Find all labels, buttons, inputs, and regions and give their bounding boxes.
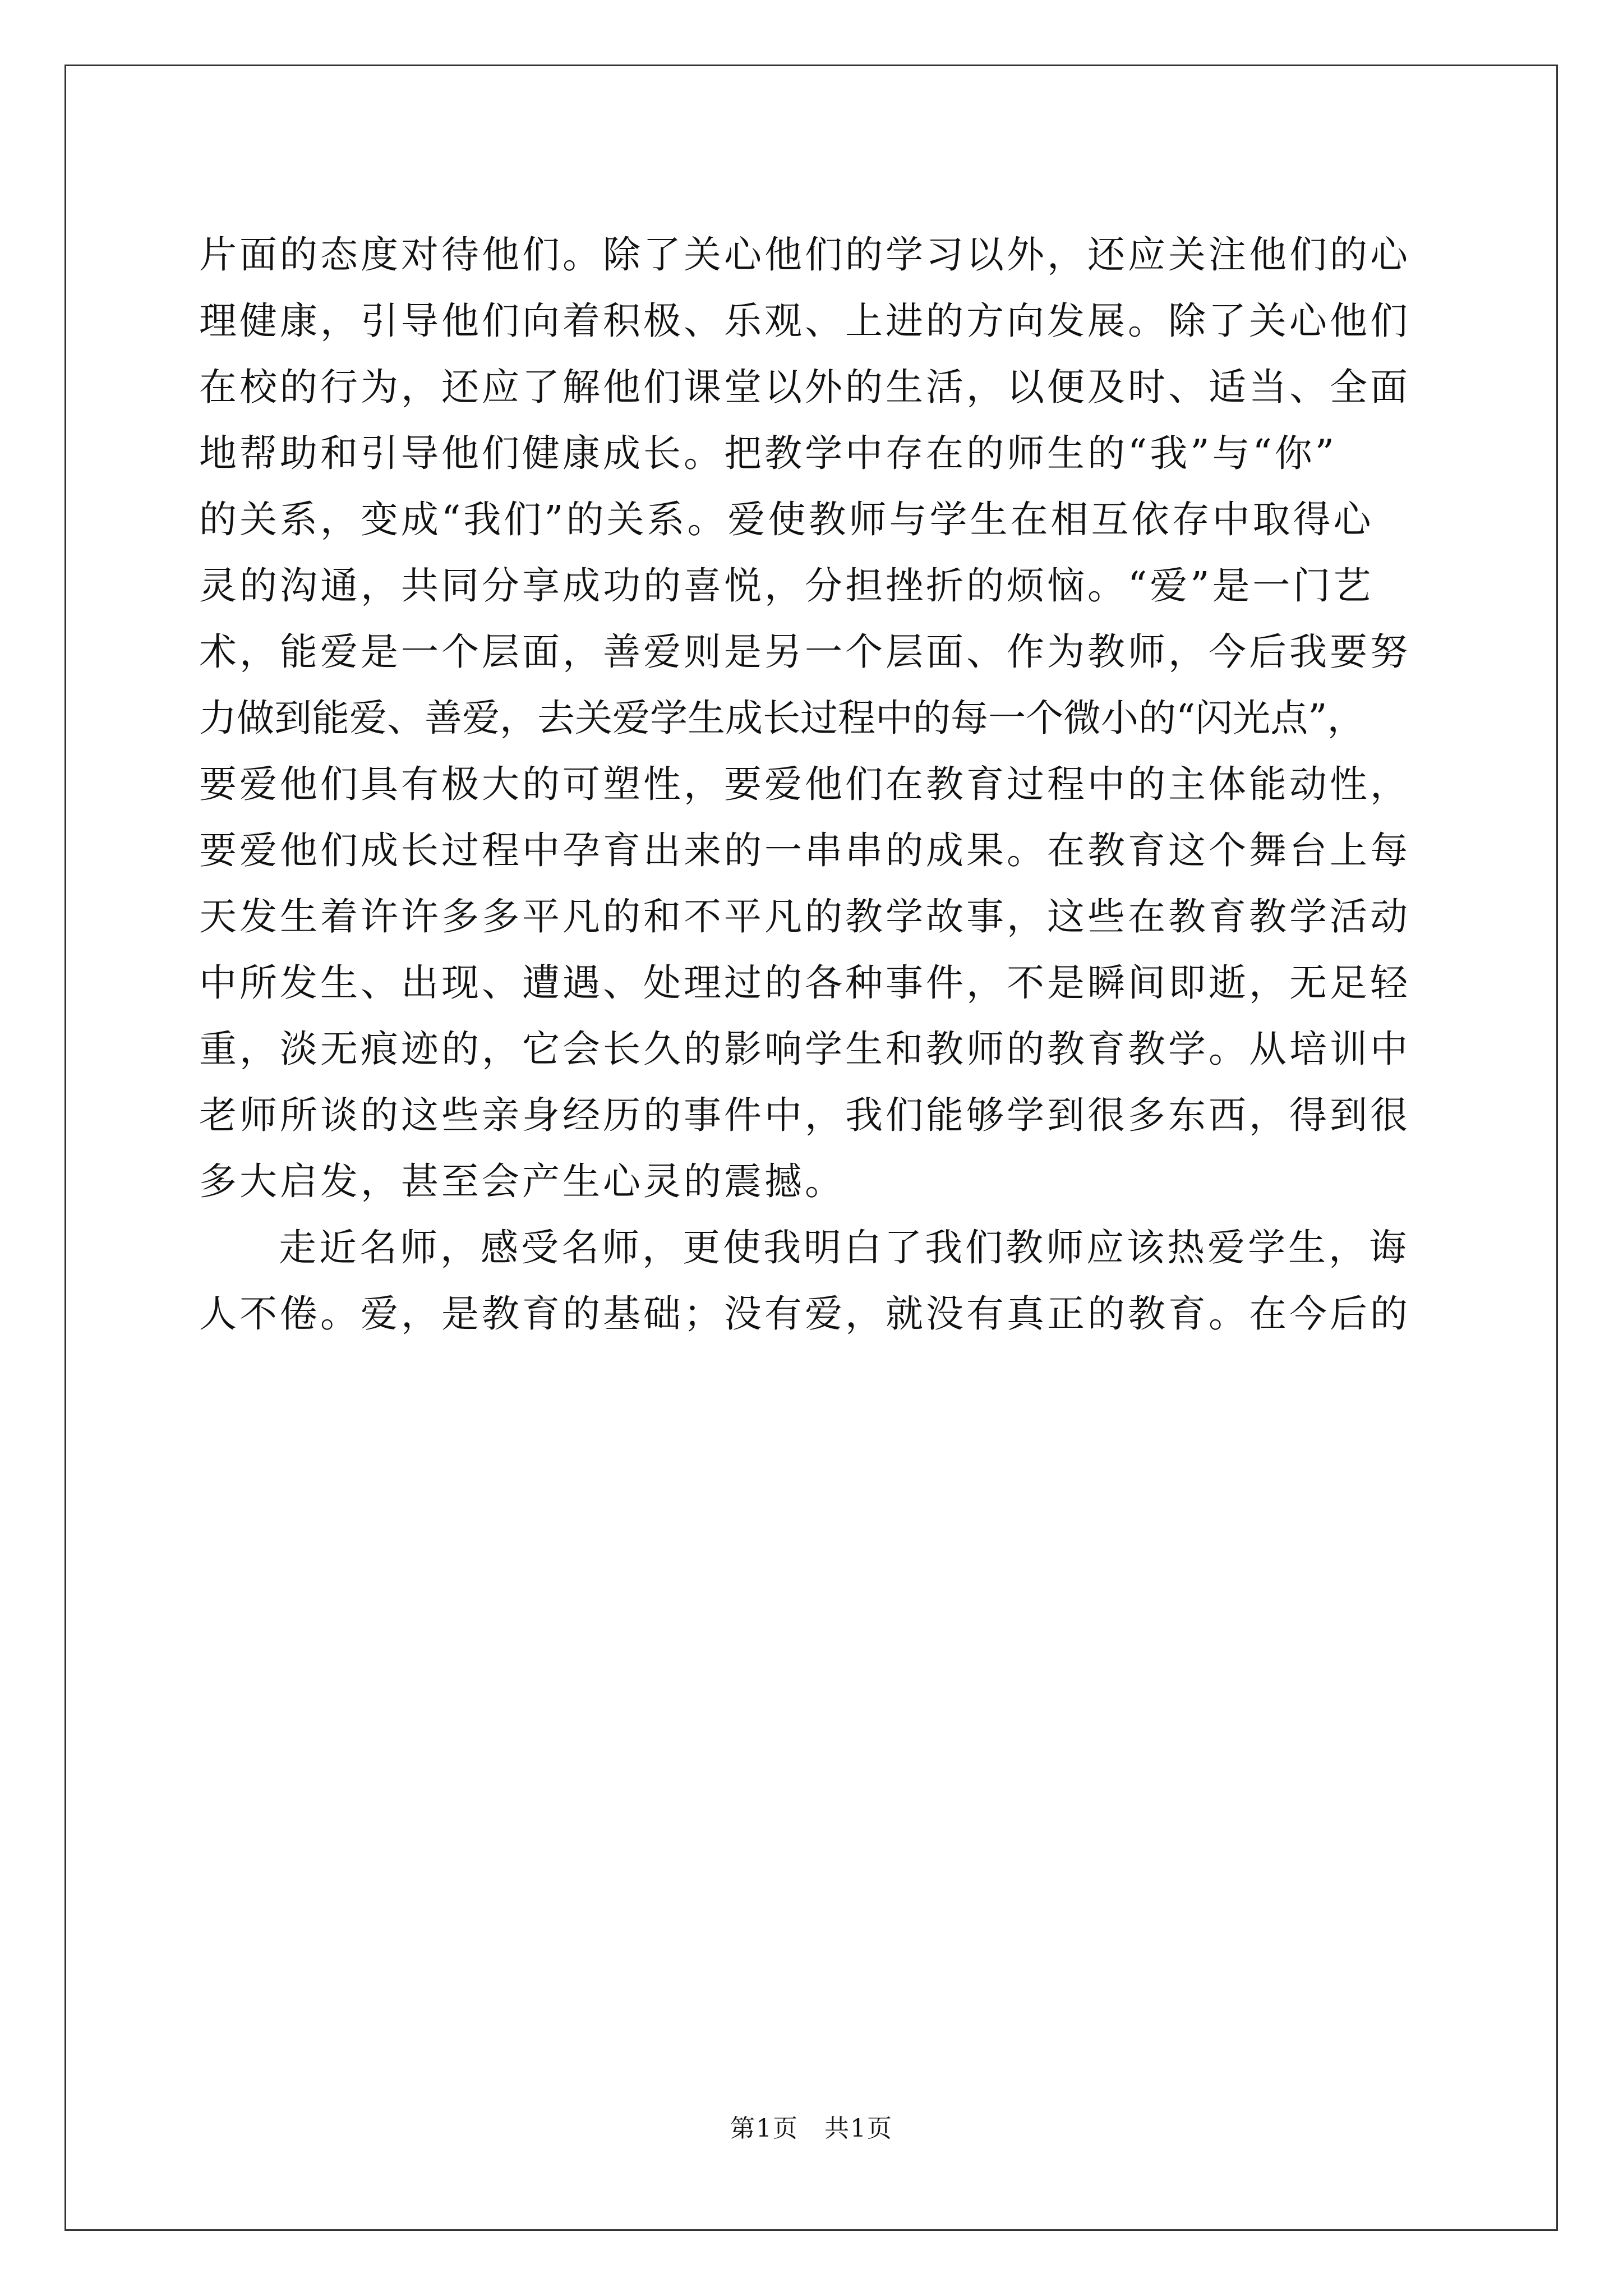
- text-line: 重，淡无痕迹的，它会长久的影响学生和教师的教育教学。从培训中: [199, 1027, 1410, 1071]
- text-line: 要爱他们具有极大的可塑性，要爱他们在教育过程中的主体能动性，: [199, 762, 1410, 806]
- text-line: 力做到能爱、善爱，去关爱学生成长过程中的每一个微小的“闪光点”，: [199, 696, 1365, 740]
- text-line: 中所发生、出现、遭遇、处理过的各种事件，不是瞬间即逝，无足轻: [199, 961, 1410, 1005]
- text-line: 地帮助和引导他们健康成长。把教学中存在的师生的“我”与“你”: [199, 431, 1338, 475]
- text-line: 在校的行为，还应了解他们课堂以外的生活，以便及时、适当、全面: [199, 365, 1410, 409]
- text-line: 的关系，变成“我们”的关系。爱使教师与学生在相互依存中取得心: [199, 498, 1374, 541]
- document-body: [199, 222, 1433, 1347]
- paragraph-start-line: 走近名师，感受名师，更使我明白了我们教师应该热爱学生，诲: [279, 1226, 1409, 1269]
- text-line: 要爱他们成长过程中孕育出来的一串串的成果。在教育这个舞台上每: [199, 829, 1410, 872]
- text-line: 人不倦。爱，是教育的基础；没有爱，就没有真正的教育。在今后的: [199, 1292, 1410, 1336]
- page-number-footer: 第1页 共1页: [730, 2114, 893, 2143]
- text-line: 灵的沟通，共同分享成功的喜悦，分担挫折的烦恼。“爱”是一门艺: [199, 564, 1374, 608]
- text-line: 多大启发，甚至会产生心灵的震撼。: [199, 1159, 845, 1203]
- text-line: 天发生着许许多多平凡的和不平凡的教学故事，这些在教育教学活动: [199, 895, 1410, 938]
- text-line: 术，能爱是一个层面，善爱则是另一个层面、作为教师，今后我要努: [199, 630, 1410, 674]
- text-line: 理健康，引导他们向着积极、乐观、上进的方向发展。除了关心他们: [199, 299, 1410, 343]
- text-line: 片面的态度对待他们。除了关心他们的学习以外，还应关注他们的心: [199, 233, 1410, 277]
- text-line: 老师所谈的这些亲身经历的事件中，我们能够学到很多东西，得到很: [199, 1093, 1410, 1137]
